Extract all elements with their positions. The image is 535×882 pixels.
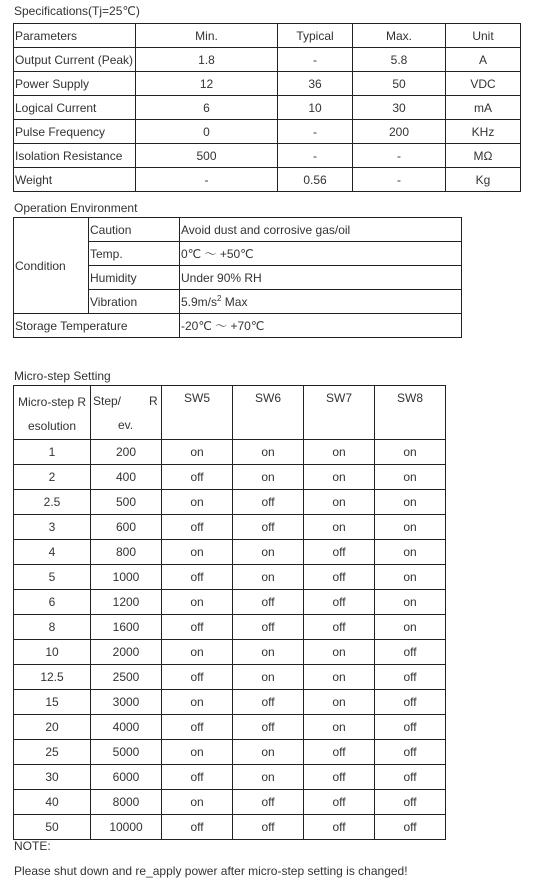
spec-row — [14, 144, 521, 168]
micro-step-rev: 3000 — [91, 690, 162, 715]
micro-sw7: on — [304, 690, 375, 715]
micro-resolution: 15 — [14, 690, 91, 715]
micro-sw6: on — [233, 565, 304, 590]
spec-header-typical: Typical — [278, 24, 353, 48]
spec-max: 5.8 — [353, 48, 446, 72]
micro-resolution: 40 — [14, 790, 91, 815]
spec-parameter: Pulse Frequency — [14, 120, 136, 144]
storage-label: Storage Temperature — [14, 314, 180, 338]
micro-sw5: on — [162, 690, 233, 715]
micro-header-resolution — [14, 386, 91, 440]
spec-header-min: Min. — [136, 24, 278, 48]
spec-max: - — [353, 168, 446, 192]
storage-row — [14, 314, 462, 338]
micro-sw6: on — [233, 640, 304, 665]
condition-humidity-label: Humidity — [89, 266, 180, 290]
micro-step-row — [14, 765, 446, 790]
micro-step-rev: 1000 — [91, 565, 162, 590]
micro-sw5: off — [162, 665, 233, 690]
micro-resolution: 3 — [14, 515, 91, 540]
micro-header-step-c: ev. — [118, 417, 134, 432]
micro-sw7: on — [304, 465, 375, 490]
spec-typical: - — [278, 144, 353, 168]
micro-header-sw5: SW5 — [162, 386, 233, 440]
micro-step-row — [14, 815, 446, 840]
spec-max: 30 — [353, 96, 446, 120]
micro-header-sw6: SW6 — [233, 386, 304, 440]
condition-caution-value: Avoid dust and corrosive gas/oil — [180, 218, 462, 242]
micro-header-step — [91, 386, 162, 440]
micro-sw7: on — [304, 515, 375, 540]
spec-min: 1.8 — [136, 48, 278, 72]
micro-sw8: on — [375, 490, 446, 515]
spec-typical: 36 — [278, 72, 353, 96]
micro-sw8: off — [375, 740, 446, 765]
micro-header-step-b: R — [149, 393, 158, 408]
micro-sw8: off — [375, 715, 446, 740]
micro-step-row — [14, 465, 446, 490]
micro-step-row — [14, 690, 446, 715]
micro-step-row — [14, 440, 446, 465]
micro-resolution: 2 — [14, 465, 91, 490]
storage-value: -20℃ ～ +70℃ — [180, 314, 462, 338]
micro-sw7: on — [304, 640, 375, 665]
micro-resolution: 10 — [14, 640, 91, 665]
spec-parameter: Power Supply — [14, 72, 136, 96]
micro-sw5: on — [162, 790, 233, 815]
micro-step-row — [14, 665, 446, 690]
micro-sw6: on — [233, 665, 304, 690]
micro-step-rev: 800 — [91, 540, 162, 565]
micro-step-row — [14, 565, 446, 590]
micro-sw5: on — [162, 440, 233, 465]
micro-sw7: on — [304, 440, 375, 465]
spec-parameter: Logical Current — [14, 96, 136, 120]
micro-sw8: on — [375, 615, 446, 640]
spec-parameter: Weight — [14, 168, 136, 192]
micro-sw6: off — [233, 815, 304, 840]
spec-max: 200 — [353, 120, 446, 144]
micro-resolution: 1 — [14, 440, 91, 465]
condition-vibration-label: Vibration — [89, 290, 180, 314]
spec-typical: 10 — [278, 96, 353, 120]
micro-step-row — [14, 490, 446, 515]
micro-step-rev: 500 — [91, 490, 162, 515]
micro-sw8: on — [375, 465, 446, 490]
micro-sw6: on — [233, 740, 304, 765]
micro-step-row — [14, 615, 446, 640]
vibration-value-main: 5.9m/s — [181, 294, 218, 309]
spec-min: - — [136, 168, 278, 192]
spec-parameter: Isolation Resistance — [14, 144, 136, 168]
spec-header-unit: Unit — [446, 24, 521, 48]
micro-sw7: off — [304, 590, 375, 615]
micro-resolution: 20 — [14, 715, 91, 740]
spec-unit: MΩ — [446, 144, 521, 168]
micro-step-row — [14, 715, 446, 740]
spec-header-row — [14, 24, 521, 48]
micro-step-row — [14, 790, 446, 815]
micro-sw8: off — [375, 790, 446, 815]
micro-resolution: 25 — [14, 740, 91, 765]
operation-title: Operation Environment — [14, 201, 138, 215]
micro-sw5: off — [162, 715, 233, 740]
micro-sw7: off — [304, 765, 375, 790]
micro-step-title: Micro-step Setting — [14, 369, 111, 383]
micro-sw5: on — [162, 640, 233, 665]
micro-sw6: off — [233, 715, 304, 740]
specifications-title: Specifications(Tj=25℃) — [14, 4, 140, 18]
micro-step-rev: 2000 — [91, 640, 162, 665]
micro-sw5: off — [162, 565, 233, 590]
micro-sw7: off — [304, 565, 375, 590]
micro-step-rev: 2500 — [91, 665, 162, 690]
spec-parameter: Output Current (Peak) — [14, 48, 136, 72]
micro-resolution: 6 — [14, 590, 91, 615]
vibration-value-superscript: 2 — [217, 293, 222, 303]
spec-row — [14, 120, 521, 144]
spec-unit: A — [446, 48, 521, 72]
spec-min: 6 — [136, 96, 278, 120]
specifications-table — [13, 23, 521, 192]
micro-sw6: off — [233, 615, 304, 640]
micro-resolution: 12.5 — [14, 665, 91, 690]
note-label: NOTE: — [14, 839, 51, 853]
micro-header-resolution-line1: Micro-step R — [17, 394, 86, 409]
spec-header-parameters: Parameters — [14, 24, 136, 48]
micro-step-rev: 6000 — [91, 765, 162, 790]
micro-sw5: on — [162, 540, 233, 565]
spec-unit: Kg — [446, 168, 521, 192]
micro-sw7: off — [304, 790, 375, 815]
condition-humidity-value: Under 90% RH — [180, 266, 462, 290]
micro-sw6: on — [233, 765, 304, 790]
vibration-value-tail: Max — [221, 294, 248, 309]
micro-sw6: off — [233, 790, 304, 815]
spec-unit: VDC — [446, 72, 521, 96]
micro-header-sw8: SW8 — [375, 386, 446, 440]
micro-sw5: off — [162, 515, 233, 540]
micro-step-row — [14, 640, 446, 665]
micro-step-rev: 1200 — [91, 590, 162, 615]
condition-row — [14, 218, 462, 242]
micro-step-rev: 5000 — [91, 740, 162, 765]
condition-label: Condition — [14, 218, 89, 314]
spec-row — [14, 72, 521, 96]
micro-step-rev: 600 — [91, 515, 162, 540]
spec-typical: 0.56 — [278, 168, 353, 192]
micro-step-table — [13, 385, 446, 840]
micro-step-row — [14, 540, 446, 565]
condition-temp-value: 0℃ ～ +50℃ — [180, 242, 462, 266]
micro-resolution: 50 — [14, 815, 91, 840]
micro-sw6: on — [233, 540, 304, 565]
micro-sw6: on — [233, 465, 304, 490]
micro-sw8: off — [375, 815, 446, 840]
spec-unit: KHz — [446, 120, 521, 144]
note-text: Please shut down and re_apply power after micro-step setting is changed! — [14, 864, 408, 878]
micro-sw5: off — [162, 765, 233, 790]
micro-sw5: off — [162, 815, 233, 840]
spec-min: 0 — [136, 120, 278, 144]
micro-sw6: off — [233, 590, 304, 615]
micro-step-row — [14, 590, 446, 615]
micro-sw5: on — [162, 490, 233, 515]
micro-sw6: off — [233, 490, 304, 515]
condition-vibration-value — [180, 290, 462, 314]
micro-sw7: off — [304, 615, 375, 640]
spec-min: 500 — [136, 144, 278, 168]
micro-sw7: off — [304, 740, 375, 765]
micro-step-row — [14, 515, 446, 540]
micro-sw8: on — [375, 540, 446, 565]
micro-sw7: on — [304, 665, 375, 690]
micro-step-rev: 1600 — [91, 615, 162, 640]
micro-step-rev: 8000 — [91, 790, 162, 815]
micro-resolution: 4 — [14, 540, 91, 565]
micro-step-rev: 200 — [91, 440, 162, 465]
spec-max: - — [353, 144, 446, 168]
spec-row — [14, 168, 521, 192]
micro-sw7: on — [304, 715, 375, 740]
micro-sw8: on — [375, 515, 446, 540]
spec-unit: mA — [446, 96, 521, 120]
spec-row — [14, 48, 521, 72]
micro-sw6: on — [233, 440, 304, 465]
micro-resolution: 2.5 — [14, 490, 91, 515]
condition-caution-label: Caution — [89, 218, 180, 242]
micro-header-resolution-line2: esolution — [27, 418, 77, 433]
micro-sw7: off — [304, 815, 375, 840]
micro-sw5: off — [162, 465, 233, 490]
spec-max: 50 — [353, 72, 446, 96]
micro-sw5: on — [162, 590, 233, 615]
spec-min: 12 — [136, 72, 278, 96]
micro-resolution: 30 — [14, 765, 91, 790]
micro-sw8: on — [375, 590, 446, 615]
micro-sw5: off — [162, 615, 233, 640]
micro-step-rev: 10000 — [91, 815, 162, 840]
micro-sw7: off — [304, 540, 375, 565]
spec-row — [14, 96, 521, 120]
micro-sw6: off — [233, 515, 304, 540]
micro-sw8: on — [375, 565, 446, 590]
condition-temp-label: Temp. — [89, 242, 180, 266]
micro-resolution: 5 — [14, 565, 91, 590]
micro-sw8: off — [375, 640, 446, 665]
micro-step-header-row — [14, 386, 446, 440]
micro-header-sw7: SW7 — [304, 386, 375, 440]
micro-resolution: 8 — [14, 615, 91, 640]
micro-header-step-a: Step/ — [93, 393, 122, 408]
micro-sw8: on — [375, 440, 446, 465]
spec-header-max: Max. — [353, 24, 446, 48]
micro-sw6: off — [233, 690, 304, 715]
spec-typical: - — [278, 120, 353, 144]
micro-step-rev: 400 — [91, 465, 162, 490]
micro-sw8: off — [375, 765, 446, 790]
micro-sw5: on — [162, 740, 233, 765]
micro-sw7: on — [304, 490, 375, 515]
spec-typical: - — [278, 48, 353, 72]
micro-sw8: off — [375, 665, 446, 690]
micro-step-rev: 4000 — [91, 715, 162, 740]
micro-sw8: off — [375, 690, 446, 715]
operation-table — [13, 217, 462, 338]
micro-step-row — [14, 740, 446, 765]
